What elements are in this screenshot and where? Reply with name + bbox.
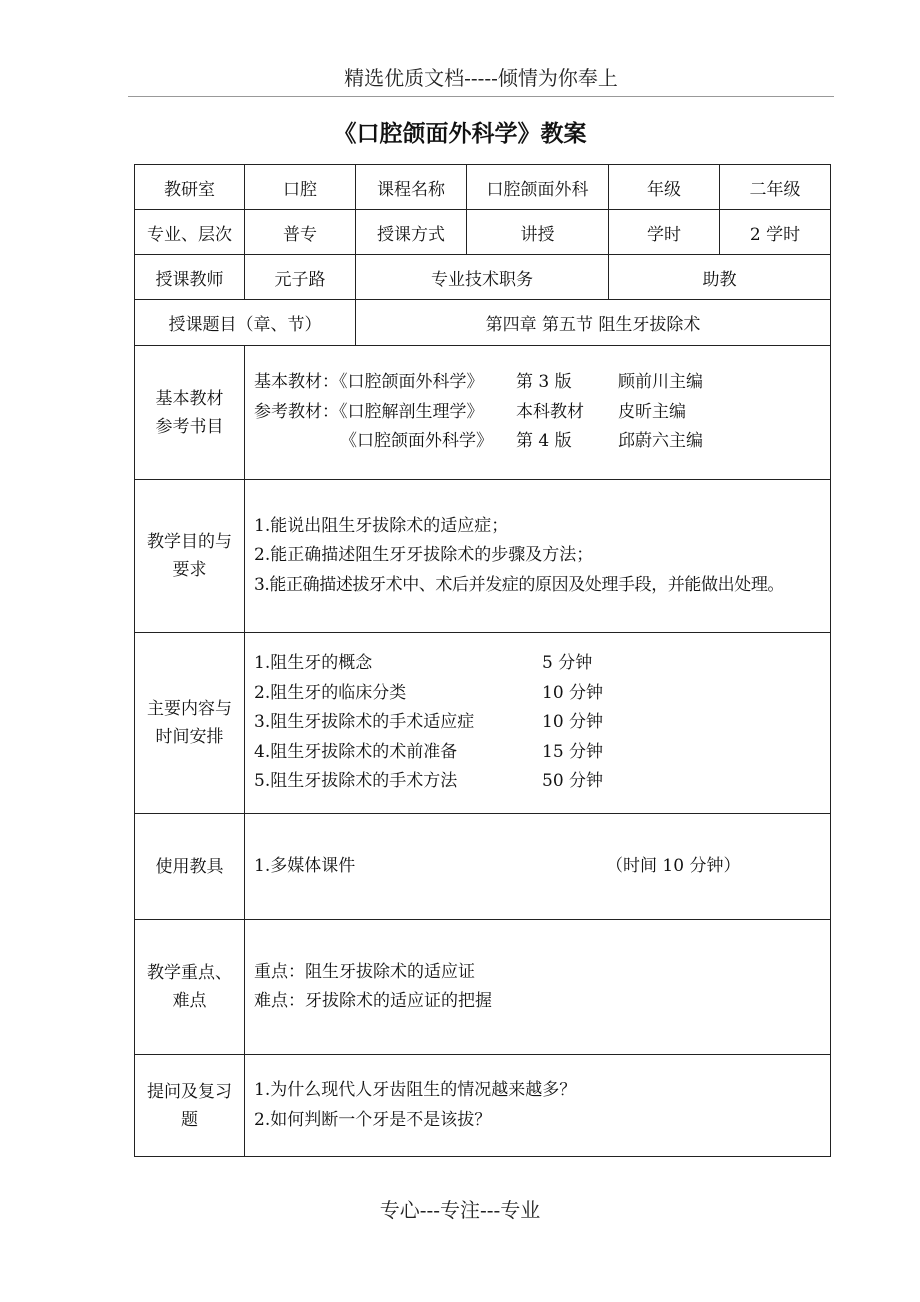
value-major-level: 普专	[245, 210, 356, 255]
value-department: 口腔	[245, 165, 356, 210]
value-teacher: 元子路	[245, 255, 356, 300]
value-professional-title: 助教	[609, 255, 831, 300]
label-teacher: 授课教师	[135, 255, 245, 300]
value-grade: 二年级	[720, 165, 831, 210]
row-department	[135, 165, 831, 210]
page-footer: 专心---专注---专业	[379, 1198, 541, 1222]
content-item: 5.阻生牙拔除术的手术方法 50 分钟	[254, 771, 604, 792]
row-content-schedule	[135, 633, 831, 814]
teaching-aid-item: 1.多媒体课件	[254, 855, 356, 876]
label-references: 基本教材 参考书目	[135, 346, 245, 480]
reference-line: 参考教材：《口腔解剖生理学》 本科教材 皮昕主编	[254, 401, 686, 422]
row-topic	[135, 300, 831, 346]
page-header: 精选优质文档-----倾情为你奉上	[128, 60, 834, 97]
label-teaching-method: 授课方式	[356, 210, 467, 255]
reference-line: 基本教材：《口腔颌面外科学》 第 3 版 顾前川主编	[254, 372, 703, 392]
row-key-points	[135, 920, 831, 1055]
label-course-name: 课程名称	[356, 165, 467, 210]
label-questions: 提问及复习 题	[135, 1055, 245, 1157]
row-questions	[135, 1055, 831, 1157]
content-list	[245, 633, 831, 814]
row-teaching-aids	[135, 814, 831, 920]
label-key-points: 教学重点、 难点	[135, 920, 245, 1055]
value-hours: 2 学时	[720, 210, 831, 255]
reference-line: 《口腔颌面外科学》 第 4 版 邱蔚六主编	[340, 431, 703, 451]
key-point-item: 难点：牙拔除术的适应证的把握	[254, 991, 492, 1011]
content-item: 1.阻生牙的概念 5 分钟	[254, 653, 593, 674]
label-lesson-topic: 授课题目（章、节）	[135, 300, 356, 346]
objective-item: 2.能正确描述阻生牙牙拔除术的步骤及方法；	[254, 545, 594, 566]
value-course-name: 口腔颌面外科	[467, 165, 609, 210]
label-hours: 学时	[609, 210, 720, 255]
objective-item: 3.能正确描述拔牙术中、术后并发症的原因及处理手段，并能做出处理。	[254, 574, 785, 595]
question-item: 1.为什么现代人牙齿阻生的情况越来越多？	[254, 1080, 577, 1100]
row-teacher	[135, 255, 831, 300]
label-professional-title: 专业技术职务	[356, 255, 609, 300]
label-major-level: 专业、层次	[135, 210, 245, 255]
row-references	[135, 346, 831, 480]
objectives-list	[245, 480, 831, 633]
label-objectives: 教学目的与 要求	[135, 480, 245, 633]
objective-item: 1.能说出阻生牙拔除术的适应症；	[254, 515, 509, 536]
key-points-list	[245, 920, 831, 1055]
lesson-plan-table	[134, 164, 831, 1157]
document-title: 《口腔颌面外科学》教案	[333, 121, 587, 147]
label-department: 教研室	[135, 165, 245, 210]
row-objectives	[135, 480, 831, 633]
teaching-aids-list	[245, 814, 831, 920]
label-content-schedule: 主要内容与 时间安排	[135, 633, 245, 814]
content-item: 4.阻生牙拔除术的术前准备 15 分钟	[254, 741, 604, 762]
content-item: 3.阻生牙拔除术的手术适应症 10 分钟	[254, 712, 604, 733]
content-item: 2.阻生牙的临床分类 10 分钟	[254, 682, 604, 703]
references-list	[245, 346, 831, 480]
teaching-aid-time: （时间 10 分钟）	[606, 855, 741, 876]
key-point-item: 重点：阻生牙拔除术的适应证	[254, 961, 475, 982]
questions-list	[245, 1055, 831, 1157]
value-lesson-topic: 第四章 第五节 阻生牙拔除术	[356, 300, 831, 346]
label-grade: 年级	[609, 165, 720, 210]
question-item: 2.如何判断一个牙是不是该拔？	[254, 1109, 492, 1130]
label-teaching-aids: 使用教具	[135, 814, 245, 920]
row-major	[135, 210, 831, 255]
value-teaching-method: 讲授	[467, 210, 609, 255]
